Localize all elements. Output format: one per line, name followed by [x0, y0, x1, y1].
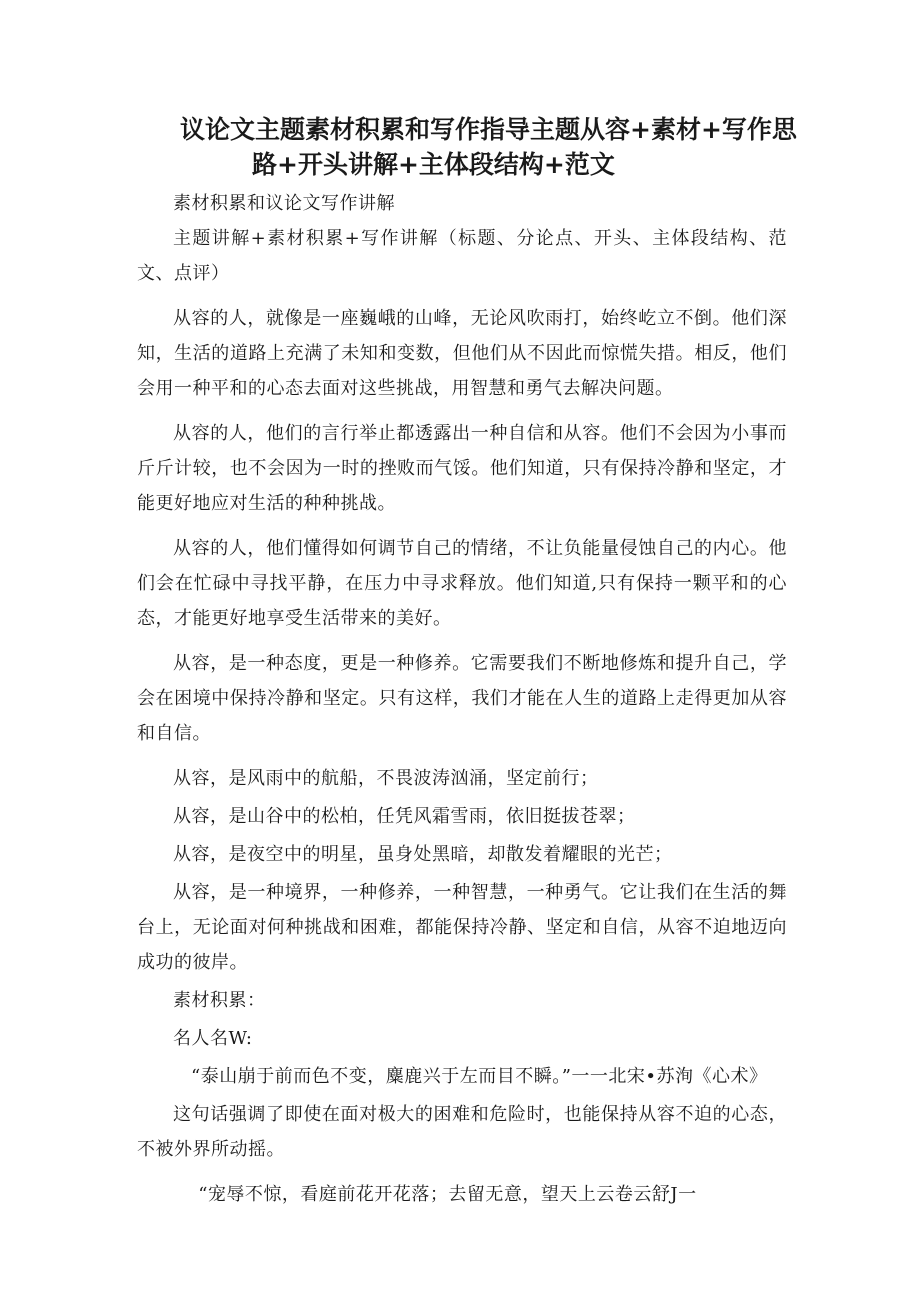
- quote-paragraph: “宠辱不惊，看庭前花开花落；去留无意，望天上云卷云舒J一: [198, 1184, 697, 1205]
- body-paragraph: 从容的人，他们的言行举止都透露出一种自信和从容。他们不会因为小事而斤斤计较，也不会因为一时的挫败而气馁。他们知道，只有保持冷静和坚定，才能更好地应对生活的种种挑战。: [137, 423, 787, 514]
- document-body: [137, 186, 787, 1215]
- document-title: [180, 112, 820, 182]
- parallel-sentence: 从容，是夜空中的明星，虽身处黑暗，却散发着耀眼的光芒；: [173, 844, 673, 865]
- body-paragraph: 从容的人，就像是一座巍峨的山峰，无论风吹雨打，始终屹立不倒。他们深知，生活的道路上充满了未知和变数，但他们从不因此而惊慌失措。相反，他们会用一种平和的心态去面对这些挑战，用智慧和勇气去解决问题。: [137, 308, 787, 399]
- subtitle-paragraph: 素材积累和议论文写作讲解: [173, 193, 395, 214]
- intro-paragraph: 主题讲解+素材积累+写作讲解（标题、分论点、开头、主体段结构、范文、点评）: [137, 228, 787, 284]
- title-line-1: 议论文主题素材积累和写作指导主题从容+素材+写作思: [180, 115, 797, 144]
- section-heading: 名人名W:: [173, 1028, 253, 1049]
- body-paragraph: 从容，是一种境界，一种修养，一种智慧，一种勇气。它让我们在生活的舞台上，无论面对何种挑战和困难，都能保持冷静、坚定和自信，从容不迫地迈向成功的彼岸。: [137, 882, 787, 973]
- title-line-2: 路+开头讲解+主体段结构+范文: [252, 150, 615, 179]
- body-paragraph: 从容的人，他们懂得如何调节自己的情绪，不让负能量侵蚀自己的内心。他们会在忙碌中寻找平静，在压力中寻求释放。他们知道,只有保持一颗平和的心态，才能更好地享受生活带来的美好。: [137, 538, 787, 629]
- parallel-sentence: 从容，是山谷中的松柏，任凭风霜雪雨，依旧挺拔苍翠；: [173, 806, 636, 827]
- explanation-paragraph: 这句话强调了即使在面对极大的困难和危险时，也能保持从容不迫的心态，不被外界所动摇。: [137, 1104, 787, 1160]
- parallel-sentence: 从容，是风雨中的航船，不畏波涛汹涌，坚定前行；: [173, 768, 599, 789]
- quote-paragraph: “泰山崩于前而色不变，麋鹿兴于左而目不瞬。”一一北宋•苏洵《心术》: [191, 1066, 768, 1087]
- body-paragraph: 从容，是一种态度，更是一种修养。它需要我们不断地修炼和提升自己，学会在困境中保持冷静和坚定。只有这样，我们才能在人生的道路上走得更加从容和自信。: [137, 653, 787, 744]
- section-heading: 素材积累：: [173, 990, 266, 1011]
